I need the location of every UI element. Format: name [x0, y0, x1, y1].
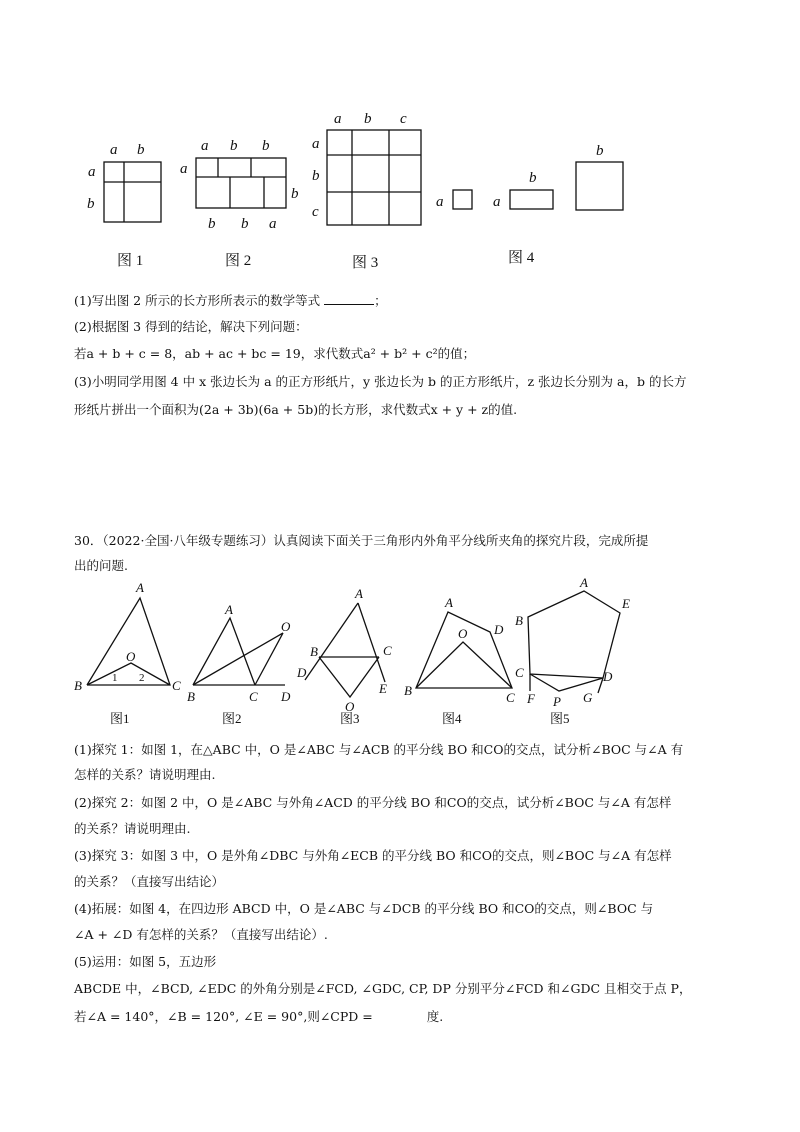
- g4-label-B: B: [404, 683, 412, 698]
- figure-1: [87, 142, 161, 269]
- fig1-caption: 图 1: [117, 253, 144, 269]
- g1-label-A: A: [136, 580, 144, 595]
- q30-part5-line3: [74, 1008, 443, 1026]
- area-model-figures: [0, 100, 800, 280]
- fig4-rect-left-label: a: [493, 194, 501, 210]
- fig1-left-b: b: [87, 196, 95, 212]
- q29-part1-text: (1)写出图 2 所示的长方形所表示的数学等式: [74, 293, 321, 308]
- g5-label-B: B: [515, 613, 523, 628]
- fig4-caption: 图 4: [508, 250, 535, 266]
- fig2-bottom-a: a: [269, 216, 277, 232]
- g2-label-C: C: [249, 689, 258, 704]
- q30-header-line2: 出的问题.: [74, 558, 128, 573]
- g4-label-C: C: [506, 690, 515, 705]
- g4-label-O: O: [458, 626, 468, 641]
- fig2-right-b: b: [291, 186, 299, 202]
- fig2-caption: 图 2: [225, 253, 252, 269]
- q30-part4-line2: ∠A + ∠D 有怎样的关系？（直接写出结论）.: [74, 927, 328, 942]
- figure-2: [180, 138, 299, 269]
- fig2-top-b1: b: [230, 138, 238, 154]
- fig3-left-b: b: [312, 168, 320, 184]
- fig3-left-c: c: [312, 204, 319, 220]
- g5-label-G: G: [583, 690, 593, 705]
- fig2-left-a: a: [180, 161, 188, 177]
- fig2-top-b2: b: [262, 138, 270, 154]
- g1-angle-1: 1: [112, 672, 118, 684]
- g3-label-O: O: [345, 699, 355, 714]
- q29-part1-end: ；: [374, 293, 387, 308]
- g3-caption: 图3: [340, 711, 360, 726]
- g2-label-D: D: [281, 689, 291, 704]
- q30-header-line1: 30．（2022·全国·八年级专题练习）认真阅读下面关于三角形内外角平分线所夹角的探究片段，完成所提: [74, 533, 649, 548]
- q30-part4-line1: (4)拓展：如图 4，在四边形 ABCD 中，O 是∠ABC 与∠DCB 的平分线 BO 和CO的交点，则∠BOC 与: [74, 901, 654, 916]
- q30-part1-line2: 怎样的关系？请说明理由.: [74, 767, 216, 782]
- fig3-top-a: a: [334, 111, 342, 127]
- q29-part2: (2)根据图 3 得到的结论，解决下列问题：: [74, 319, 308, 334]
- q30-part2-line1: (2)探究 2：如图 2 中，O 是∠ABC 与外角∠ACD 的平分线 BO 和CO的交点，试分析∠BOC 与∠A 有怎样: [74, 795, 672, 810]
- fig3-left-a: a: [312, 136, 320, 152]
- q30-part2-line2: 的关系？请说明理由.: [74, 821, 191, 836]
- q30-part5-given: 若∠A = 140°，∠B = 120°, ∠E = 90°,则∠CPD =: [74, 1009, 373, 1024]
- g3-label-C: C: [383, 643, 392, 658]
- g5-label-C: C: [515, 665, 524, 680]
- g3-label-B: B: [310, 644, 318, 659]
- fig2-top-a: a: [201, 138, 209, 154]
- fig1-top-a: a: [110, 142, 118, 158]
- g5-label-D: D: [603, 669, 613, 684]
- answer-blank[interactable]: [324, 292, 374, 305]
- fig4-square-a-label: a: [436, 194, 444, 210]
- g1-label-O: O: [126, 649, 136, 664]
- g4-caption: 图4: [442, 711, 462, 726]
- g1-caption: 图1: [110, 711, 130, 726]
- fig1-left-a: a: [88, 164, 96, 180]
- q30-part3-line2: 的关系？（直接写出结论）: [74, 874, 225, 889]
- fig3-top-c: c: [400, 111, 407, 127]
- q30-part1-line1: (1)探究 1：如图 1，在△ABC 中，O 是∠ABC 与∠ACB 的平分线 BO 和CO的交点，试分析∠BOC 与∠A 有: [74, 742, 684, 757]
- q29-part3-line1: (3)小明同学用图 4 中 x 张边长为 a 的正方形纸片，y 张边长为 b 的正方形纸片，z 张边长分别为 a，b 的长方: [74, 374, 687, 389]
- fig4-square-b-label: b: [596, 143, 604, 159]
- q29-part3-line2: 形纸片拼出一个面积为(2a + 3b)(6a + 5b)的长方形，求代数式x + y + z的值.: [74, 402, 518, 417]
- g2-label-O: O: [281, 619, 291, 634]
- q29-condition: 若a + b + c = 8，ab + ac + bc = 19，求代数式a² + b² + c²的值；: [74, 346, 476, 361]
- g1-label-B: B: [74, 678, 82, 693]
- q30-part5-line1: (5)运用：如图 5，五边形: [74, 954, 217, 969]
- g5-label-E: E: [622, 596, 630, 611]
- g5-label-A: A: [580, 575, 588, 590]
- g5-label-F: F: [527, 691, 535, 706]
- g2-label-B: B: [187, 689, 195, 704]
- figure-3: [312, 111, 421, 271]
- fig4-rect-top-label: b: [529, 170, 537, 186]
- q29-part1: [74, 292, 387, 310]
- fig2-bottom-b1: b: [208, 216, 216, 232]
- fig1-top-b: b: [137, 142, 145, 158]
- g3-label-D: D: [297, 665, 307, 680]
- q30-part5-unit: 度.: [426, 1009, 444, 1024]
- fig3-caption: 图 3: [352, 255, 379, 271]
- g4-label-A: A: [445, 595, 453, 610]
- g5-caption: 图5: [550, 711, 570, 726]
- g3-label-A: A: [355, 586, 363, 601]
- fig2-bottom-b2: b: [241, 216, 249, 232]
- g5-label-P: P: [553, 694, 561, 709]
- g1-angle-2: 2: [139, 672, 145, 684]
- g4-label-D: D: [494, 622, 504, 637]
- g2-label-A: A: [225, 602, 233, 617]
- fig3-top-b: b: [364, 111, 372, 127]
- figure-4: [436, 143, 623, 266]
- g3-label-E: E: [379, 681, 387, 696]
- q30-part5-line2: ABCDE 中，∠BCD, ∠EDC 的外角分别是∠FCD, ∠GDC, CP, DP 分别平分∠FCD 和∠GDC 且相交于点 P，: [74, 981, 692, 996]
- g1-label-C: C: [172, 678, 181, 693]
- q30-part3-line1: (3)探究 3：如图 3 中，O 是外角∠DBC 与外角∠ECB 的平分线 BO 和CO的交点，则∠BOC 与∠A 有怎样: [74, 848, 672, 863]
- g2-caption: 图2: [222, 711, 242, 726]
- angle-bisector-figures: [0, 575, 800, 735]
